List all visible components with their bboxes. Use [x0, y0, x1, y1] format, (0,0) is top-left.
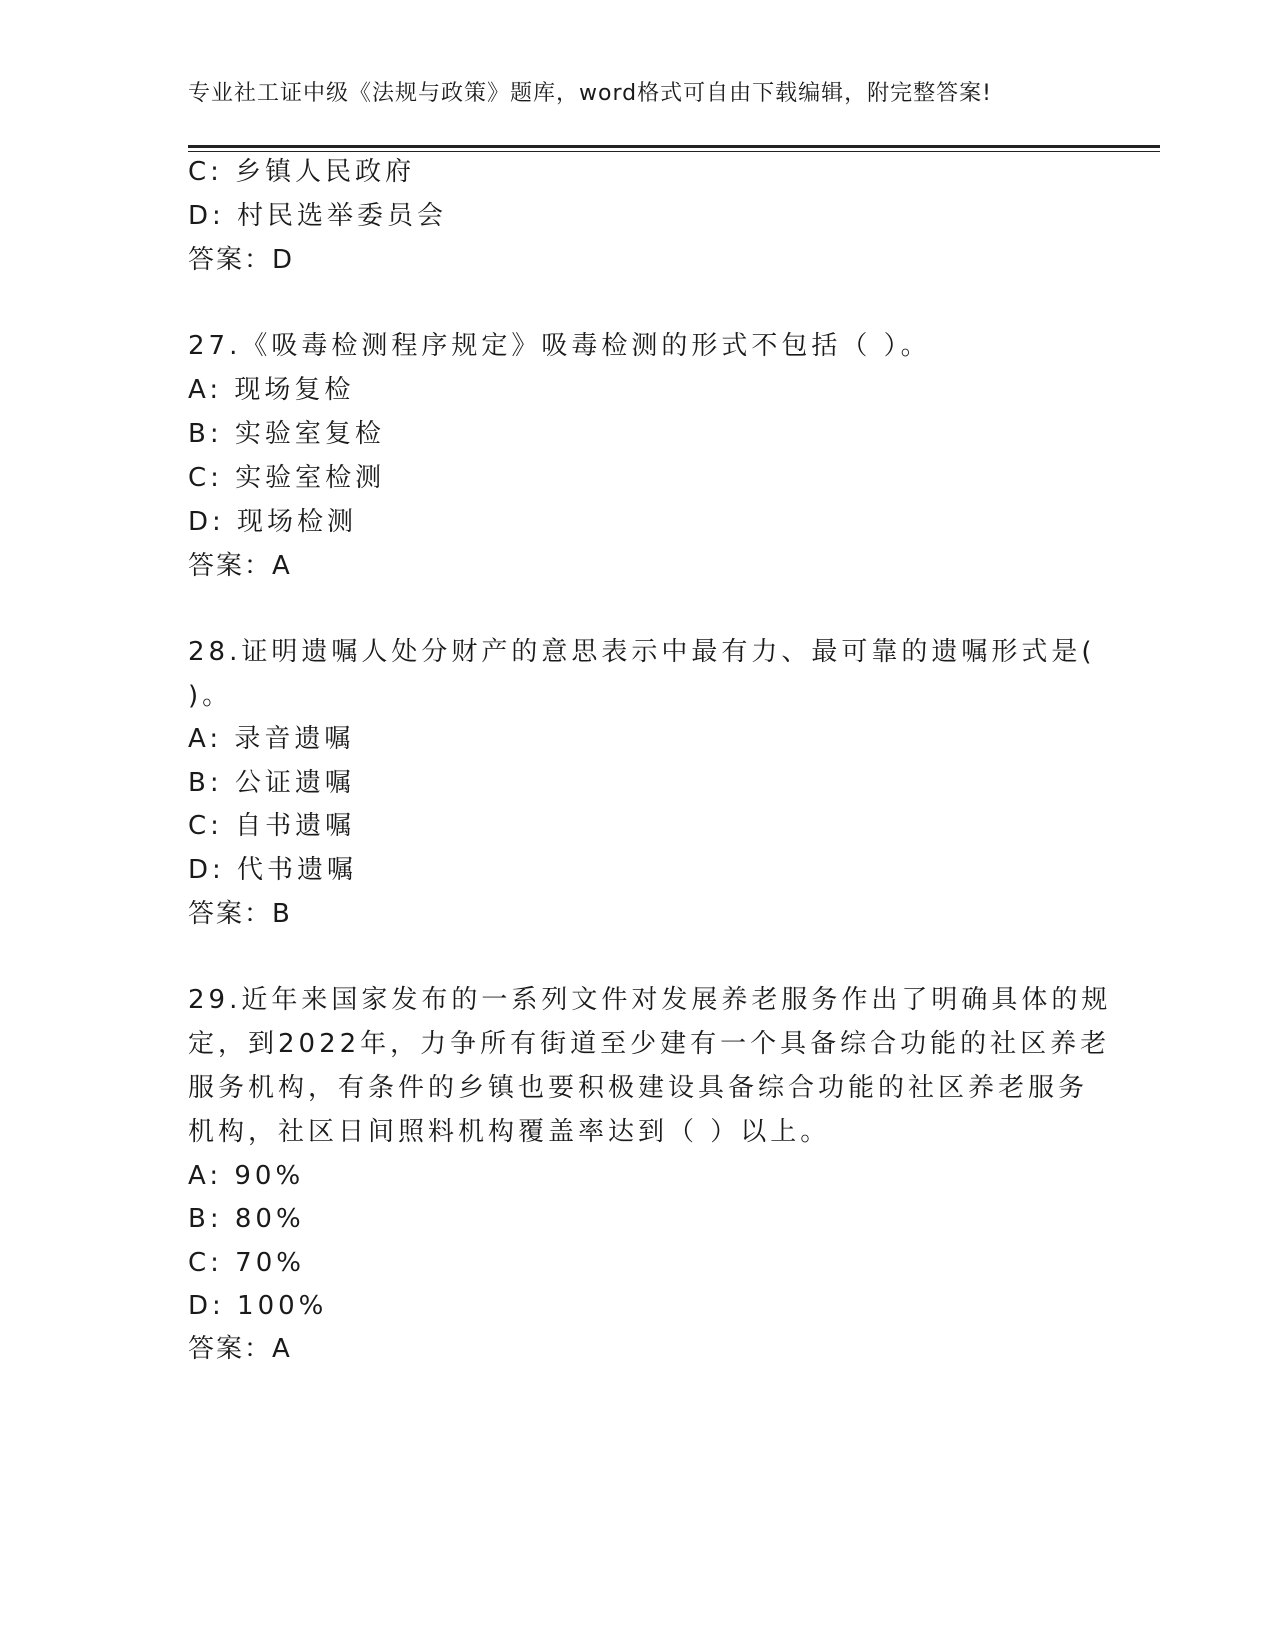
- option-d: D: 代书遗嘱: [188, 855, 358, 885]
- option-c: C: 自书遗嘱: [188, 811, 356, 841]
- option-c: C: 70%: [188, 1248, 305, 1278]
- answer-line: 答案：B: [188, 899, 292, 929]
- question-29-stem-line-3: 服务机构，有条件的乡镇也要积极建设具备综合功能的社区养老服务: [188, 1073, 1089, 1103]
- question-29-stem-line-2: 定，到2022年，力争所有街道至少建有一个具备综合功能的社区养老: [188, 1029, 1111, 1059]
- answer-line: 答案：A: [188, 1334, 292, 1364]
- question-28-stem-line-1: 28.证明遗嘱人处分财产的意思表示中最有力、最可靠的遗嘱形式是(: [188, 637, 1096, 667]
- option-a: A: 现场复检: [188, 375, 355, 405]
- header-divider: [188, 145, 1160, 152]
- page-header-title: 专业社工证中级《法规与政策》题库，word格式可自由下载编辑，附完整答案!: [188, 81, 992, 106]
- answer-line: 答案：A: [188, 551, 292, 581]
- option-b: B: 80%: [188, 1204, 305, 1234]
- question-29-stem-line-1: 29.近年来国家发布的一系列文件对发展养老服务作出了明确具体的规: [188, 985, 1112, 1015]
- option-a: A: 90%: [188, 1161, 305, 1191]
- option-b: B: 实验室复检: [188, 419, 385, 449]
- option-d: D: 村民选举委员会: [188, 201, 448, 231]
- option-d: D: 现场检测: [188, 507, 358, 537]
- option-a: A: 录音遗嘱: [188, 724, 355, 754]
- option-c: C: 实验室检测: [188, 463, 386, 493]
- option-c: C: 乡镇人民政府: [188, 157, 416, 187]
- question-28-stem-line-2: )。: [188, 681, 233, 711]
- option-b: B: 公证遗嘱: [188, 768, 355, 798]
- question-27-stem: 27.《吸毒检测程序规定》吸毒检测的形式不包括（ ）。: [188, 331, 931, 361]
- question-29-stem-line-4: 机构，社区日间照料机构覆盖率达到（ ）以上。: [188, 1117, 831, 1147]
- option-d: D: 100%: [188, 1291, 328, 1321]
- answer-line: 答案：D: [188, 245, 295, 275]
